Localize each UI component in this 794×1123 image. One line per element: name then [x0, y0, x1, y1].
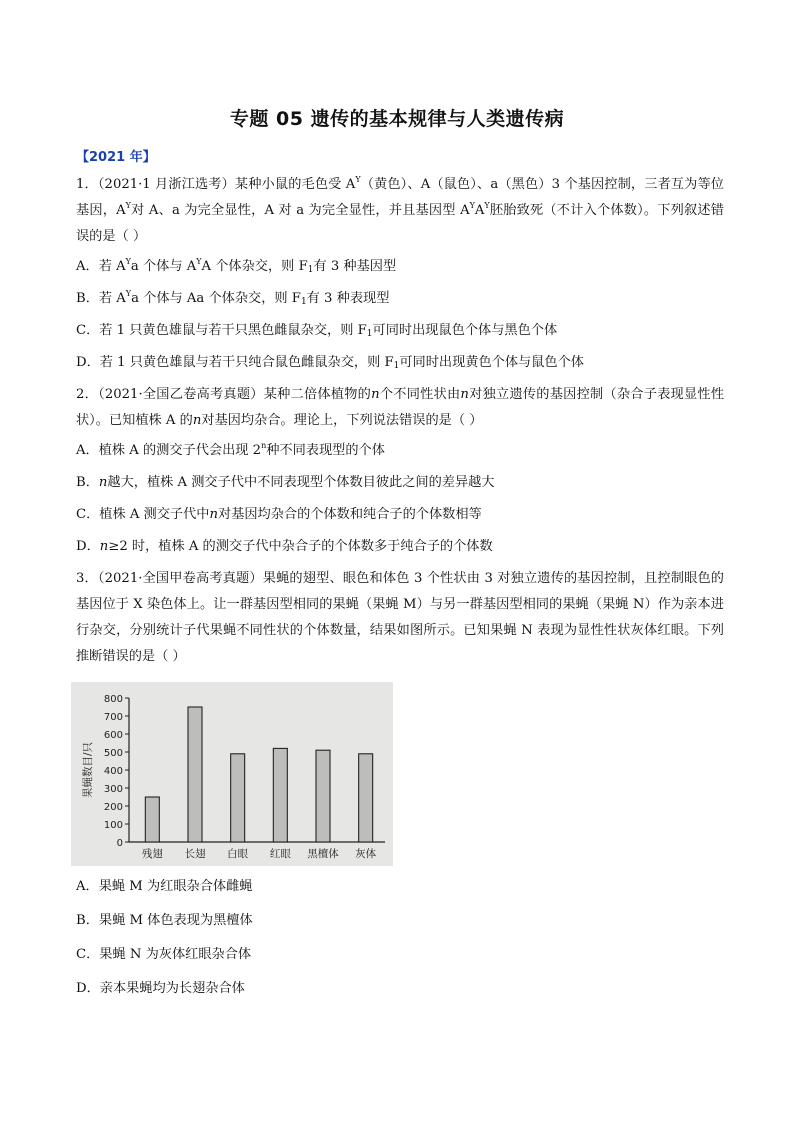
bar-3 [231, 754, 245, 842]
q2-option-a: A．植株 A 的测交子代会出现 2$^n$种不同表现型的个体 [76, 441, 385, 458]
q1-option-a: A．若 $A^Ya$ 个体与 $A^YA$ 个体杂交，则 $F_1$有 3 种基因型 [76, 257, 397, 275]
fruit-fly-bar-chart [71, 682, 393, 866]
q1-option-b: B．若 $A^Ya$ 个体与 Aa 个体杂交，则 $F_1$有 3 种表现型 [76, 289, 390, 307]
question-1-stem [76, 172, 724, 250]
y-tick-label: 400 [103, 766, 123, 777]
q3-option-b: B．果蝇 M 体色表现为黑檀体 [76, 913, 253, 928]
bar-chart-svg [71, 682, 393, 866]
q2-option-b: B．n越大，植株 A 测交子代中不同表现型个体数目彼此之间的差异越大 [76, 475, 495, 490]
q1-text-d: A [474, 203, 485, 218]
y-tick-label: 700 [103, 712, 123, 723]
q1-text-e: 胚胎致死（不计入个体数）。下列叙述错误的是（ ） [76, 203, 724, 244]
y-tick-label: 100 [103, 820, 123, 831]
q1-option-c: C．若 1 只黄色雄鼠与若干只黑色雌鼠杂交，则 $F_1$可同时出现鼠色个体与黑色个体 [76, 323, 558, 339]
bar-5 [316, 750, 330, 842]
x-tick-label: 长翅 [184, 848, 206, 860]
bar-1 [145, 797, 159, 842]
q3-option-c: C．果蝇 N 为灰体红眼杂合体 [76, 947, 252, 962]
question-2-stem: 2．（2021·全国乙卷高考真题）某种二倍体植物的n个不同性状由n对独立遗传的基因控制（杂合子表现显性性状）。已知植株 A 的n对基因均杂合。理论上，下列说法错误的是（ ） [76, 387, 725, 428]
questions-body [76, 172, 724, 1010]
q1-text-b: （黄色）、A（鼠色）、a（黑色）3 个基因控制，三者互为等位基因，A [76, 177, 724, 218]
q1-sup-a: Y [355, 175, 361, 184]
q2-option-d: D．n≥2 时，植株 A 的测交子代中杂合子的个体数多于纯合子的个体数 [76, 539, 493, 554]
page-title: 专题 05 遗传的基本规律与人类遗传病 [229, 108, 565, 130]
x-tick-label: 白眼 [227, 848, 249, 860]
y-axis-label: 果蝇数目/只 [82, 741, 94, 799]
y-tick-label: 200 [103, 802, 123, 813]
q1-option-d: D．若 1 只黄色雄鼠与若干只纯合鼠色雌鼠杂交，则 $F_1$可同时出现黄色个体与鼠色个体 [76, 355, 584, 371]
y-tick-label: 500 [103, 748, 123, 759]
x-tick-label: 灰体 [355, 848, 377, 860]
q1-sup-c: Y [469, 201, 475, 210]
q2-option-c: C．植株 A 测交子代中n对基因均杂合的个体数和纯合子的个体数相等 [76, 507, 482, 522]
x-tick-label: 红眼 [269, 848, 291, 860]
y-tick-label: 800 [103, 694, 123, 705]
q1-sup-d: Y [484, 201, 490, 210]
bar-4 [273, 748, 287, 842]
q3-option-a: A．果蝇 M 为红眼杂合体雌蝇 [76, 879, 253, 894]
section-heading-2021: 【2021 年】 [76, 150, 156, 165]
bar-2 [188, 707, 202, 842]
question-3-stem: 3．（2021·全国甲卷高考真题）果蝇的翅型、眼色和体色 3 个性状由 3 对独立遗传的基因控制，且控制眼色的基因位于 X 染色体上。让一群基因型相同的果蝇（果蝇 M）与另一群基因型相同的果蝇（果蝇 N）作为亲本进行杂交，分别统计子代果蝇不同性状的个体数量，结果如图所示。已知果蝇 N 表现为显性性状灰体红眼。下列推断错误的是（ ） [76, 571, 724, 664]
q1-text-a: 1．（2021·1 月浙江选考）某种小鼠的毛色受 A [76, 177, 356, 192]
y-tick-label: 600 [103, 730, 123, 741]
x-tick-label: 黑檀体 [307, 848, 339, 860]
y-tick-label: 300 [103, 784, 123, 795]
q1-text-c: 对 A、a 为完全显性，A 对 a 为完全显性，并且基因型 A [130, 203, 470, 218]
q3-option-d: D．亲本果蝇均为长翅杂合体 [76, 981, 245, 996]
bar-6 [359, 754, 373, 842]
x-tick-label: 残翅 [141, 848, 163, 860]
y-tick-label: 0 [116, 838, 123, 849]
q1-sup-b: Y [125, 201, 131, 210]
